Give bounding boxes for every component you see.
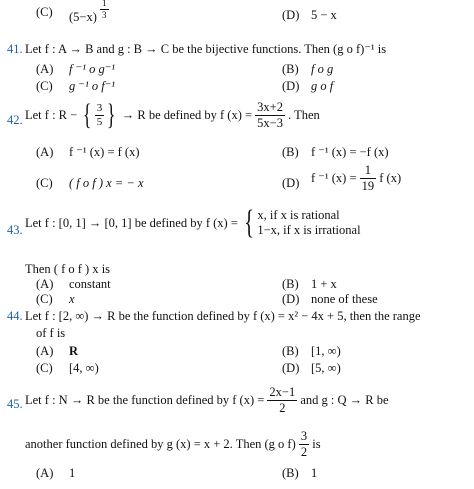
q44-number: 44. (7, 309, 23, 323)
q43-number: 43. (7, 223, 23, 237)
q40-option-d-text: 5 − x (311, 8, 337, 22)
q45-line2-num: 3 (300, 429, 308, 443)
q41-option-c-text: g ⁻¹ o f⁻¹ (69, 79, 116, 93)
q42-stem-post: . Then (288, 107, 320, 122)
q40-option-c (69, 2, 109, 23)
q45-option-a-text: 1 (69, 466, 76, 480)
q42-option-a-text: f ⁻¹ (x) = f (x) (69, 145, 140, 159)
q42-fraction (255, 101, 285, 129)
q42-stem (25, 98, 320, 131)
q43-option-a-text: constant (69, 277, 111, 291)
q42-option-d (311, 164, 401, 192)
q43-stem-text: Let f : [0, 1] → [0, 1] be defined by f (x) = (25, 215, 238, 230)
q43-stem (25, 204, 361, 241)
q45-option-b-label: (B) (282, 466, 299, 480)
q43-case-1: x, if x is rational (257, 208, 340, 222)
q43-option-b-text: 1 + x (311, 277, 337, 291)
q41-stem: Let f : A → B and g : B → C be the bijective functions. Then (g o f)⁻¹ is (25, 42, 387, 56)
q42-option-b-text: f ⁻¹ (x) = −f (x) (311, 145, 389, 159)
q44-option-b-text: [1, ∞) (311, 344, 341, 358)
q44-option-b-label: (B) (282, 344, 299, 358)
q42-number: 42. (7, 113, 23, 127)
q45-line2-post: is (312, 436, 321, 451)
q40-exp-denominator: 3 (102, 10, 107, 20)
q43-option-c-text: x (69, 292, 75, 306)
q45-line2-pre: another function defined by g (x) = x + 2. Then (g o f) (25, 436, 296, 451)
q42-fraction-num: 3x+2 (257, 100, 283, 114)
q42-fraction-den: 5x−3 (257, 115, 283, 130)
q41-option-b-label: (B) (282, 62, 299, 76)
q44-stem-line2: of f is (36, 326, 66, 340)
q42-stem-pre: Let f : R − (25, 107, 78, 122)
q43-option-a-label: (A) (36, 277, 54, 291)
q40-option-c-exponent (100, 0, 109, 20)
q42-excluded-set (95, 103, 105, 128)
q42-option-c-text: ( f o f ) x = − x (69, 176, 144, 190)
q44-option-a-text: R (69, 344, 79, 358)
q43-option-d-label: (D) (282, 292, 300, 306)
q43-option-d-text: none of these (311, 292, 378, 306)
right-brace-icon: } (107, 98, 116, 131)
left-brace-icon: { (244, 204, 255, 241)
q42-set-bottom: 5 (96, 115, 103, 128)
q45-stem-pre: Let f : N → R be the function defined by f (x) = (25, 392, 265, 407)
q42-d-num: 1 (360, 164, 377, 179)
q42-option-d-label: (D) (282, 176, 300, 190)
q41-option-d-label: (D) (282, 79, 300, 93)
q45-fraction-num: 2x−1 (269, 385, 296, 399)
q42-option-b-label: (B) (282, 145, 299, 159)
q44-option-c-text: [4, ∞) (69, 361, 99, 375)
q45-fraction (267, 386, 297, 414)
q40-option-c-label: (C) (36, 5, 53, 19)
q42-option-c-label: (C) (36, 176, 53, 190)
q43-case-2: 1−x, if x is irrational (257, 223, 361, 237)
q42-option-d-post: f (x) (379, 170, 402, 185)
q41-option-b-text: f o g (311, 62, 334, 76)
q43-option-b-label: (B) (282, 277, 299, 291)
q45-fraction-den: 2 (279, 400, 286, 415)
q43-then: Then ( f o f ) x is (25, 262, 111, 276)
q41-option-a-text: f ⁻¹ o g⁻¹ (69, 62, 116, 76)
q44-option-c-label: (C) (36, 361, 53, 375)
q45-number: 45. (7, 397, 23, 411)
q44-option-d-label: (D) (282, 361, 300, 375)
q40-exp-numerator: 1 (102, 0, 107, 8)
q41-number: 41. (7, 42, 23, 56)
q44-option-a-label: (A) (36, 344, 54, 358)
q42-set-top: 3 (96, 101, 103, 114)
q42-stem-mid: → R be defined by f (x) = (121, 107, 253, 122)
q40-option-c-base: (5−x) (69, 10, 97, 25)
q44-stem: Let f : [2, ∞) → R be the function defined by f (x) = x² − 4x + 5, then the range (25, 309, 421, 323)
q41-option-c-label: (C) (36, 79, 53, 93)
q43-option-c-label: (C) (36, 292, 53, 306)
q42-option-d-fraction (360, 164, 377, 192)
q45-option-b-text: 1 (311, 466, 318, 480)
q45-line2-fraction (299, 430, 309, 458)
q44-option-d-text: [5, ∞) (311, 361, 341, 375)
q41-option-d-text: g o f (311, 79, 334, 93)
q45-stem-line2 (25, 430, 321, 458)
q45-stem-post: and g : Q → R be (300, 392, 389, 407)
q45-stem (25, 386, 389, 414)
q45-option-a-label: (A) (36, 466, 54, 480)
q42-option-a-label: (A) (36, 145, 54, 159)
q41-option-a-label: (A) (36, 62, 54, 76)
q42-d-den: 19 (361, 178, 375, 193)
q42-option-d-pre: f ⁻¹ (x) = (311, 170, 357, 185)
left-brace-icon: { (83, 98, 92, 131)
q40-option-d-label: (D) (282, 8, 300, 22)
q45-line2-den: 2 (300, 444, 308, 459)
q43-cases (257, 208, 360, 238)
